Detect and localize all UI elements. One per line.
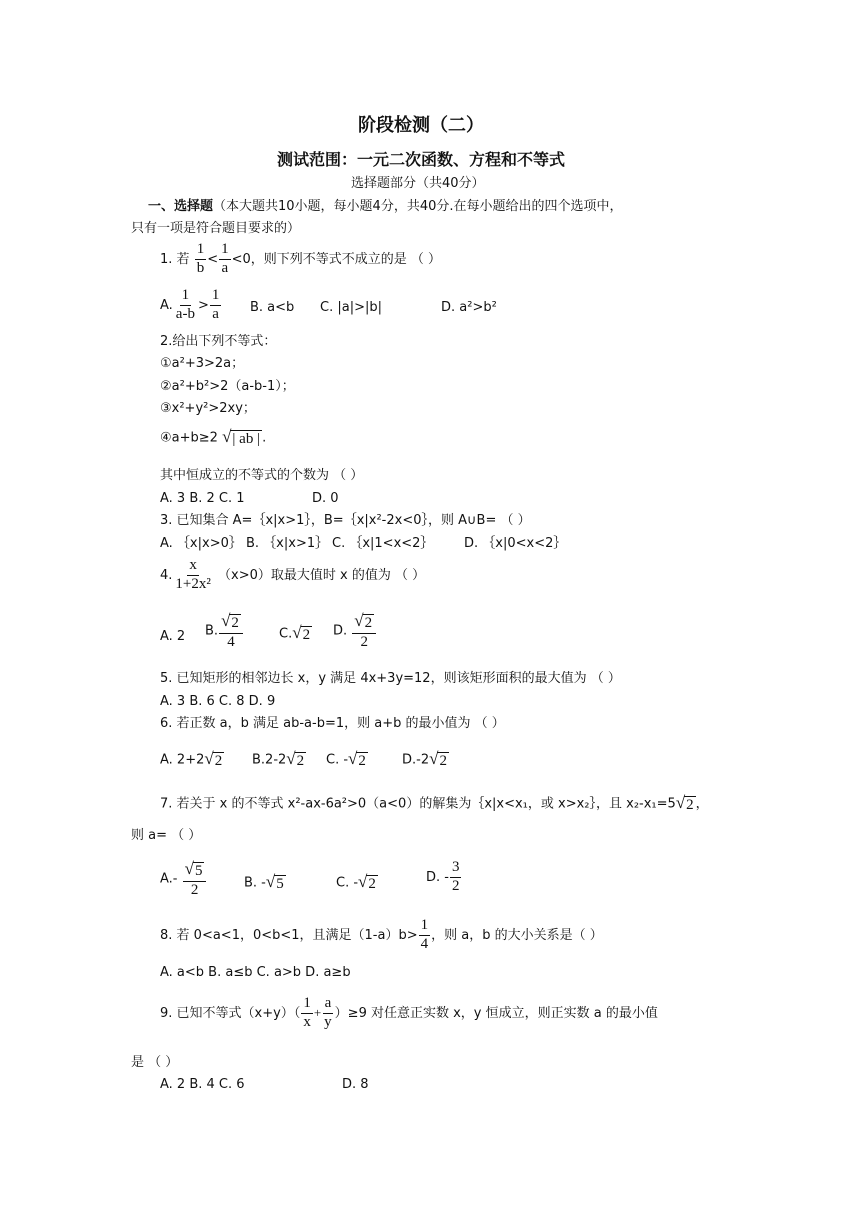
question-4-stem: 4. $\frac{x}{\text{1+2x²}}$ （x>0）取最大值时 x 的值为 （ ） — [160, 557, 426, 592]
q1-fraction-1: $\frac{1}{b}$ — [196, 241, 205, 276]
question-4-option-c: C. √ 2 — [279, 623, 311, 643]
question-6-option-a: A. 2+2 √ 2 — [160, 749, 223, 769]
question-2-options: A. 3 B. 2 C. 1 — [160, 491, 245, 506]
question-7-option-d: D. - $\frac{3}{2}$ — [426, 859, 460, 894]
question-3-option-c: C. ｛x|1<x<2｝ — [332, 536, 434, 551]
question-3-option-d: D. ｛x|0<x<2｝ — [464, 536, 567, 551]
q1-lt: < — [207, 251, 219, 267]
question-7-line-2: 则 a= （ ） — [131, 828, 202, 843]
q1-fraction-2: $\frac{1}{a}$ — [221, 241, 229, 276]
section-title: 一、选择题 — [148, 199, 214, 214]
q1-pre: 1. 若 — [160, 251, 190, 267]
question-2-option-d: D. 0 — [312, 491, 339, 506]
question-7-stem: 7. 若关于 x 的不等式 x²-ax-6a²>0（a<0）的解集为｛x|x<x₁，或 x>x₂｝，且 x₂-x₁=5 √ 2 ， — [160, 793, 709, 813]
question-2-item-4: ④a+b≥2 √ | ab | . — [160, 427, 267, 447]
question-9-stem: 9. 已知不等式（x+y）（ $\frac{1}{x}$ + $\frac{a}{y}$ ）≥9 对任意正实数 x，y 恒成立，则正实数 a 的最小值 — [160, 995, 658, 1030]
question-8-stem: 8. 若 0<a<1，0<b<1，且满足（1-a）b> $\frac{1}{4}$ ，则 a，b 的大小关系是（ ） — [160, 917, 603, 952]
section-heading — [148, 200, 623, 213]
question-7-option-b: B. - √ 5 — [244, 872, 284, 892]
question-7-option-c: C. - √ 2 — [336, 872, 376, 892]
question-8-options: A. a<b B. a≤b C. a>b D. a≥b — [160, 965, 351, 980]
question-9-options: A. 2 B. 4 C. 6 — [160, 1077, 245, 1092]
question-1-stem — [160, 242, 441, 277]
question-1-option-a: A. $\frac{1}{a-b}$ > $\frac{1}{a}$ — [160, 287, 220, 322]
question-1-option-b: B. a<b — [250, 300, 295, 315]
question-2-item-2: ②a²+b²>2（a-b-1）； — [160, 379, 295, 394]
question-5-options: A. 3 B. 6 C. 8 D. 9 — [160, 694, 276, 709]
page-title: 阶段检测（二） — [358, 115, 484, 136]
q1-post: <0，则下列不等式不成立的是 （ ） — [231, 251, 442, 267]
question-2-ask: 其中恒成立的不等式的个数为 （ ） — [160, 468, 364, 483]
page-subtitle: 测试范围：一元二次函数、方程和不等式 — [277, 150, 566, 169]
question-6-stem: 6. 若正数 a，b 满足 ab-a-b=1，则 a+b 的最小值为 （ ） — [160, 716, 505, 731]
question-1-option-d: D. a²>b² — [441, 300, 497, 315]
question-3-option-a: A. ｛x|x>0｝ — [160, 536, 242, 551]
section-desc-1: （本大题共10小题，每小题4分，共40分.在每小题给出的四个选项中， — [213, 199, 623, 214]
question-6-option-c: C. - √ 2 — [326, 749, 366, 769]
question-6-option-b: B.2-2 √ 2 — [252, 749, 305, 769]
question-9-line-2: 是 （ ） — [131, 1055, 179, 1070]
question-3-stem: 3. 已知集合 A=｛x|x>1｝，B=｛x|x²-2x<0｝，则 A∪B= （ ） — [160, 513, 531, 528]
question-3-option-b: B. ｛x|x>1｝ — [246, 536, 329, 551]
question-1-option-c: C. |a|>|b| — [320, 300, 382, 315]
question-2-stem: 2.给出下列不等式： — [160, 334, 277, 349]
question-4-option-d: D. √ 2 2 — [333, 612, 377, 650]
question-2-item-1: ①a²+3>2a； — [160, 356, 245, 371]
question-6-option-d: D.-2 √ 2 — [402, 749, 447, 769]
question-9-option-d: D. 8 — [342, 1077, 369, 1092]
question-7-option-a: A.- √ 5 2 — [160, 860, 207, 898]
section-desc-2: 只有一项是符合题目要求的） — [131, 221, 301, 236]
question-5-stem: 5. 已知矩形的相邻边长 x，y 满足 4x+3y=12，则该矩形面积的最大值为 （ ） — [160, 671, 621, 686]
question-4-option-a: A. 2 — [160, 629, 186, 644]
question-4-option-b: B. √ 2 4 — [205, 612, 244, 650]
part-label: 选择题部分（共40分） — [351, 176, 485, 191]
question-2-item-3: ③x²+y²>2xy； — [160, 401, 256, 416]
